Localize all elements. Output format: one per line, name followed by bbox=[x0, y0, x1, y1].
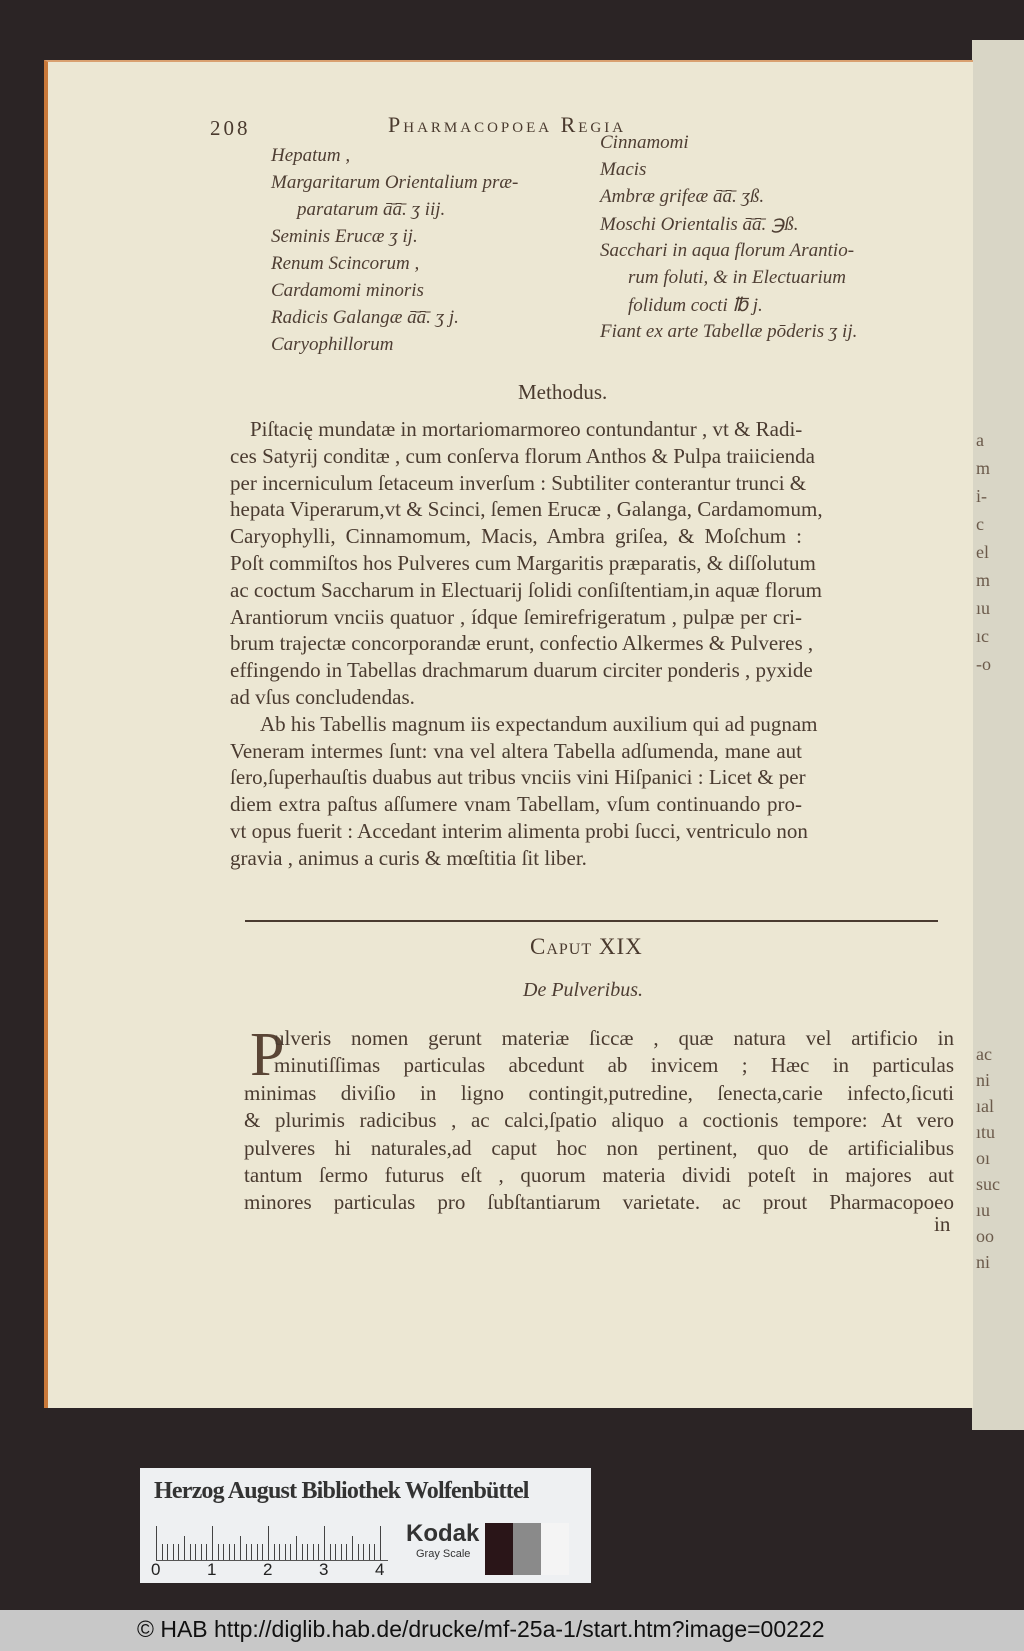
recipe-line: Hepatum , bbox=[271, 145, 351, 166]
ruler-tick bbox=[218, 1544, 219, 1560]
text-line: Veneram intermes ſunt: vna vel altera Tabella adſumenda, mane aut bbox=[230, 738, 802, 763]
measurement-ruler bbox=[156, 1526, 388, 1561]
ruler-tick bbox=[335, 1544, 336, 1560]
ruler-tick bbox=[246, 1544, 247, 1560]
facing-page-fragment: ıc bbox=[976, 626, 989, 646]
ruler-tick bbox=[341, 1544, 342, 1560]
recipe-line: Margaritarum Orientalium præ- bbox=[271, 172, 519, 193]
ruler-tick bbox=[167, 1544, 168, 1560]
facing-page-fragment: -o bbox=[976, 654, 991, 674]
chapter-subtitle: De Pulveribus. bbox=[523, 979, 643, 1001]
ruler-tick bbox=[195, 1544, 196, 1560]
recipe-line: Fiant ex arte Tabellæ pōderis ʒ ij. bbox=[600, 321, 858, 342]
facing-page-fragment: ac bbox=[976, 1044, 992, 1064]
ruler-tick bbox=[285, 1544, 286, 1560]
footer-text: © HAB http://diglib.hab.de/drucke/mf-25a-1/start.htm?image=00222 bbox=[137, 1616, 825, 1642]
facing-page-fragment: el bbox=[976, 542, 989, 562]
ruler-number: 4 bbox=[375, 1560, 385, 1579]
kodak-logo: Kodak bbox=[406, 1520, 480, 1547]
ruler-tick bbox=[173, 1544, 174, 1560]
facing-page-fragment: ıal bbox=[976, 1096, 994, 1116]
ruler-tick bbox=[178, 1544, 179, 1560]
facing-page-fragment: i- bbox=[976, 486, 987, 506]
facing-page-fragment: m bbox=[976, 458, 991, 478]
page-number: 208 bbox=[210, 116, 251, 140]
ruler-tick bbox=[296, 1536, 297, 1560]
ruler-tick bbox=[374, 1544, 375, 1560]
facing-page-fragment: ni bbox=[976, 1070, 991, 1090]
ruler-tick bbox=[234, 1544, 235, 1560]
text-line: minimas diviſio in ligno contingit,putredine, ſenecta,carie infecto,ſicuti bbox=[244, 1080, 954, 1105]
ruler-number: 1 bbox=[207, 1560, 217, 1579]
ruler-tick bbox=[162, 1544, 163, 1560]
ruler-tick bbox=[279, 1544, 280, 1560]
ruler-tick bbox=[330, 1544, 331, 1560]
ruler-tick bbox=[324, 1526, 325, 1560]
ruler-tick bbox=[290, 1544, 291, 1560]
recipe-line: rum foluti, & in Electuarium bbox=[628, 267, 846, 288]
facing-page-edge bbox=[972, 40, 1024, 1430]
text-line: Arantiorum vnciis quatuor , ídque ſemirefrigeratum , pulpæ per cri- bbox=[230, 604, 802, 629]
text-line: pulveres hi naturales,ad caput hoc non pertinent, quo de artificialibus bbox=[244, 1135, 954, 1160]
facing-page-fragment: m bbox=[976, 570, 991, 590]
ruler-tick bbox=[184, 1536, 185, 1560]
methodus-heading: Methodus. bbox=[518, 380, 608, 404]
text-line: diem extra paſtus aſſumere vnam Tabellam, vſum continuando pro- bbox=[230, 792, 802, 817]
ruler-tick bbox=[369, 1544, 370, 1560]
text-line: ſero,ſuperhauſtis duabus aut tribus vnciis vini Hiſpanici : Licet & per bbox=[230, 765, 806, 790]
text-line: Ab his Tabellis magnum iis expectandum auxilium qui ad pugnam bbox=[260, 711, 818, 736]
ruler-tick bbox=[274, 1544, 275, 1560]
text-line: vt opus fuerit : Accedant interim alimenta probi ſucci, ventriculo non bbox=[230, 819, 808, 843]
facing-page-fragment: ni bbox=[976, 1252, 991, 1272]
ruler-tick bbox=[380, 1526, 381, 1560]
recipe-line: Macis bbox=[600, 159, 647, 180]
text-line: Caryophylli, Cinnamomum, Macis, Ambra griſea, & Moſchum : bbox=[230, 524, 802, 549]
copyright-footer bbox=[0, 1610, 1024, 1651]
ruler-tick bbox=[268, 1526, 269, 1560]
recipe-line: Moschi Orientalis ā̄ā̄. ℈ß. bbox=[600, 214, 799, 235]
ruler-number: 2 bbox=[263, 1560, 273, 1579]
text-line: minores particulas pro ſubſtantiarum varietate. ac prout Pharmacopoeo bbox=[244, 1190, 954, 1215]
book-page bbox=[44, 60, 973, 1408]
drop-cap: P bbox=[250, 1021, 285, 1089]
facing-page-fragment: ıu bbox=[976, 598, 991, 618]
ruler-tick bbox=[358, 1544, 359, 1560]
ruler-tick bbox=[307, 1544, 308, 1560]
recipe-line: Radicis Galangæ ā̄ā̄. ʒ j. bbox=[271, 307, 459, 328]
text-line: ad vſus concludendas. bbox=[230, 685, 415, 709]
ruler-tick bbox=[201, 1544, 202, 1560]
facing-page-fragment: suc bbox=[976, 1174, 1000, 1194]
ruler-number: 0 bbox=[151, 1560, 161, 1579]
text-line: & plurimis radicibus , ac calci,ſpatio aliquo a coctionis tempore: At vero bbox=[244, 1108, 954, 1133]
recipe-line: Cinnamomi bbox=[600, 132, 689, 153]
text-line: tantum ſermo futurus eſt , quorum materia dividi poteſt in majores aut bbox=[244, 1163, 954, 1187]
text-line: ulveris nomen gerunt materiæ ſiccæ , quæ natura vel artificio in bbox=[274, 1026, 954, 1050]
ruler-tick bbox=[262, 1544, 263, 1560]
text-line: Poſt commiſtos hos Pulveres cum Margaritis præparatis, & diſſolutum bbox=[230, 551, 816, 575]
ruler-tick bbox=[212, 1526, 213, 1560]
recipe-line: paratarum ā̄ā̄. ʒ iij. bbox=[297, 199, 446, 220]
ruler-tick bbox=[257, 1544, 258, 1560]
chapter-heading: Caput XIX bbox=[530, 934, 643, 959]
text-line: hepata Viperarum,vt & Scinci, ſemen Erucæ , Galanga, Cardamomum, bbox=[230, 497, 823, 522]
recipe-line: Renum Scincorum , bbox=[271, 253, 420, 274]
facing-page-fragment: c bbox=[976, 514, 984, 534]
facing-page-fragment: oo bbox=[976, 1226, 994, 1246]
gray-swatch bbox=[485, 1523, 513, 1575]
ruler-tick bbox=[240, 1536, 241, 1560]
ruler-tick bbox=[352, 1536, 353, 1560]
text-line: Piſtacię mundatæ in mortariomarmoreo contundantur , vt & Radi- bbox=[250, 417, 803, 441]
library-scan-label bbox=[140, 1468, 591, 1583]
recipe-line: folidum cocti ℔ j. bbox=[628, 295, 763, 316]
section-divider bbox=[245, 920, 938, 922]
ruler-tick bbox=[318, 1544, 319, 1560]
facing-page-fragment: oı bbox=[976, 1148, 991, 1168]
recipe-line: Cardamomi minoris bbox=[271, 280, 424, 301]
ruler-tick bbox=[251, 1544, 252, 1560]
text-line: minutiſſimas particulas abcedunt ab invicem ; Hæc in particulas bbox=[274, 1053, 954, 1078]
text-line: ac coctum Saccharum in Electuarij ſolidi conſiſtentiam,in aquæ florum bbox=[230, 577, 822, 602]
ruler-tick bbox=[223, 1544, 224, 1560]
ruler-tick bbox=[156, 1526, 157, 1560]
recipe-line: Ambræ grifeæ ā̄ā̄. ʒß. bbox=[600, 186, 765, 207]
text-line: per incerniculum ſetaceum inverſum : Subtiliter conterantur trunci & bbox=[230, 470, 807, 495]
ruler-tick bbox=[302, 1544, 303, 1560]
running-head: Pharmacopoea Regia bbox=[388, 112, 627, 137]
catchword: in bbox=[934, 1212, 951, 1236]
text-line: ces Satyrij conditæ , cum conſerva florum Anthos & Pulpa traiicienda bbox=[230, 443, 815, 468]
text-line: gravia , animus a curis & mœſtitia ſit liber. bbox=[230, 845, 587, 870]
gray-swatch bbox=[541, 1523, 569, 1575]
facing-page-fragment: ıu bbox=[976, 1200, 991, 1220]
facing-page-fragment: ıtu bbox=[976, 1122, 996, 1142]
text-line: brum trajectæ concorporandæ erunt, confectio Alkermes & Pulveres , bbox=[230, 631, 814, 656]
recipe-line: Sacchari in aqua florum Arantio- bbox=[600, 240, 855, 261]
gray-swatch bbox=[513, 1523, 541, 1575]
ruler-number: 3 bbox=[319, 1560, 329, 1579]
recipe-line: Caryophillorum bbox=[271, 334, 394, 355]
gray-scale-label: Gray Scale bbox=[416, 1548, 471, 1560]
ruler-tick bbox=[363, 1544, 364, 1560]
facing-page-fragment: a bbox=[976, 430, 984, 450]
text-line: effingendo in Tabellas drachmarum duarum circiter ponderis , pyxide bbox=[230, 658, 813, 683]
ruler-tick bbox=[206, 1544, 207, 1560]
recipe-line: Seminis Erucæ ʒ ij. bbox=[271, 226, 418, 247]
ruler-tick bbox=[190, 1544, 191, 1560]
ruler-tick bbox=[346, 1544, 347, 1560]
ruler-tick bbox=[313, 1544, 314, 1560]
institution-name: Herzog August Bibliothek Wolfenbüttel bbox=[154, 1478, 529, 1504]
ruler-tick bbox=[229, 1544, 230, 1560]
